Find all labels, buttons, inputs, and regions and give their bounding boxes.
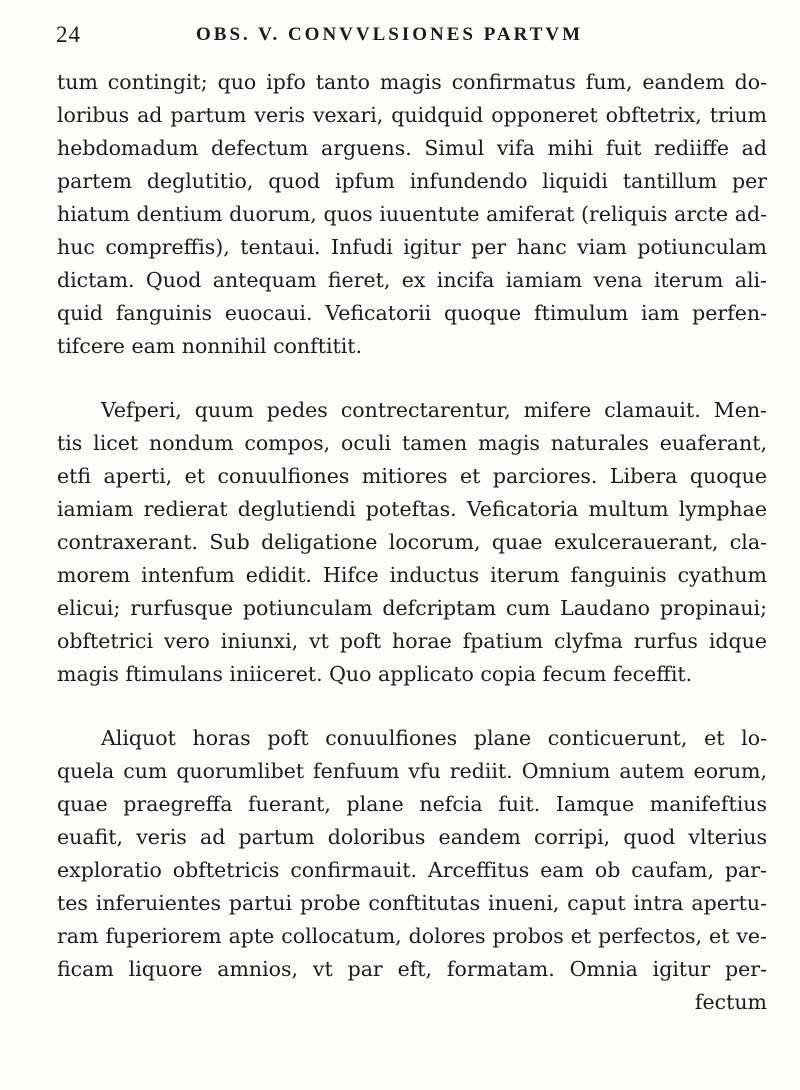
text-line: Vefperi, quum pedes contrectarentur, mifere clamauit. Men-: [101, 398, 767, 422]
text-line: iamiam redierat deglutiendi poteftas. Veficatoria multum lymphae: [57, 497, 767, 521]
text-line: elicui; rurfusque potiunculam defcriptam cum Laudano propinaui;: [57, 596, 767, 620]
text-line: tifcere eam nonnihil conftitit.: [57, 334, 363, 358]
running-head: OBS. V. CONVVLSIONES PARTVM: [196, 24, 584, 45]
page-number: 24: [56, 22, 81, 47]
text-line: tis licet nondum compos, oculi tamen magis naturales euaferant,: [57, 431, 767, 455]
text-line: etfi aperti, et conuulfiones mitiores et parciores. Libera quoque: [57, 464, 767, 488]
text-body: [57, 66, 767, 1019]
text-line: euafit, veris ad partum doloribus eandem corripi, quod vlterius: [57, 825, 767, 849]
catchword: fectum: [694, 990, 767, 1014]
text-line: hebdomadum defectum arguens. Simul vifa mihi fuit rediiffe ad: [57, 136, 767, 160]
text-line: contraxerant. Sub deligatione locorum, quae exulcerauerant, cla-: [57, 530, 767, 554]
paragraph-2: [57, 394, 767, 691]
text-line: magis ftimulans iniiceret. Quo applicato copia fecum feceffit.: [57, 662, 693, 686]
text-line: loribus ad partum veris vexari, quidquid opponeret obftetrix, trium: [57, 103, 767, 127]
paragraph-1: [57, 66, 767, 363]
page-header: [56, 22, 746, 58]
text-line: exploratio obftetricis confirmauit. Arceffitus eam ob caufam, par-: [57, 858, 767, 882]
text-line: hiatum dentium duorum, quos iuuentute amiferat (reliquis arcte ad-: [57, 202, 767, 226]
text-line: ficam liquore amnios, vt par eft, formatam. Omnia igitur per-: [57, 957, 767, 981]
text-line: tum contingit; quo ipfo tanto magis confirmatus fum, eandem do-: [57, 70, 767, 94]
text-line: morem intenfum edidit. Hifce inductus iterum fanguinis cyathum: [57, 563, 767, 587]
text-line: dictam. Quod antequam fieret, ex incifa iamiam vena iterum ali-: [57, 268, 767, 292]
text-line: Aliquot horas poft conuulfiones plane conticuerunt, et lo-: [101, 726, 767, 750]
text-line: quela cum quorumlibet fenfuum vfu rediit. Omnium autem eorum,: [57, 759, 767, 783]
text-line: ram fuperiorem apte collocatum, dolores probos et perfectos, et ve-: [57, 924, 767, 948]
paragraph-gap: [57, 363, 767, 394]
paragraph-gap: [57, 691, 767, 722]
text-line: tes inferuientes partui probe conftitutas inueni, caput intra apertu-: [57, 891, 767, 915]
text-line: quae praegreffa fuerant, plane nefcia fuit. Iamque manifeftius: [57, 792, 767, 816]
text-line: quid fanguinis euocaui. Veficatorii quoque ftimulum iam perfen-: [57, 301, 767, 325]
text-line: obftetrici vero iniunxi, vt poft horae fpatium clyfma rurfus idque: [57, 629, 767, 653]
text-line: huc compreffis), tentaui. Infudi igitur per hanc viam potiunculam: [57, 235, 767, 259]
text-line: partem deglutitio, quod ipfum infundendo liquidi tantillum per: [57, 169, 767, 193]
paragraph-3: [57, 722, 767, 1019]
